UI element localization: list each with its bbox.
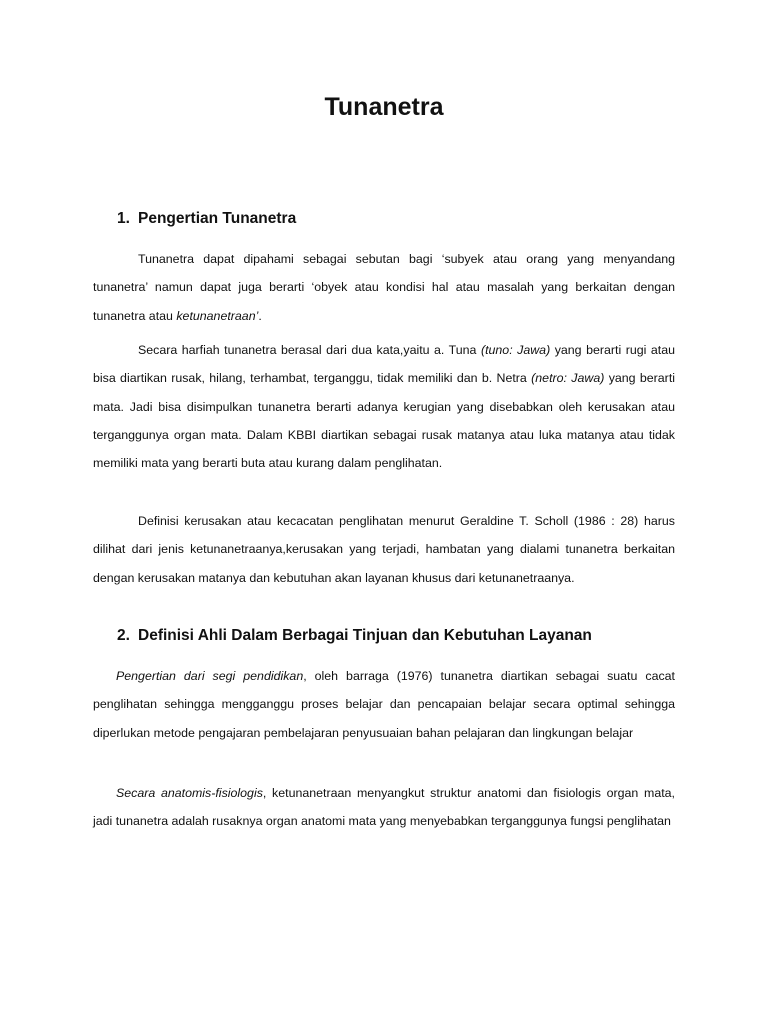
- section-title: Pengertian Tunanetra: [138, 210, 297, 227]
- italic-run: (netro: Jawa): [531, 371, 605, 386]
- paragraph: [93, 336, 675, 477]
- section-number: 1.: [117, 210, 130, 227]
- text-run: Tunanetra dapat dipahami sebagai sebutan bagi ‘subyek atau orang yang menyandang tunanetra’ namun dapat juga berarti ‘obyek atau kondisi hal atau masalah yang berkaitan dengan tunanetra atau: [93, 252, 675, 323]
- document-title: Tunanetra: [324, 93, 444, 121]
- paragraph: [93, 662, 675, 747]
- text-run: .: [258, 308, 262, 323]
- text-run: yang berarti mata. Jadi bisa disimpulkan tunanetra berarti adanya kerugian yang disebabkan oleh kerusakan atau terganggunya organ mata. Dalam KBBI diartikan sebagai rusak matanya atau luka matanya atau tidak memiliki mata yang berarti buta atau kurang dalam penglihatan.: [93, 371, 676, 471]
- italic-run: Pengertian dari segi pendidikan: [116, 669, 304, 683]
- section-heading-2: [117, 626, 675, 646]
- text-run: Secara harfiah tunanetra berasal dari dua kata,yaitu a. Tuna: [138, 343, 481, 357]
- section-number: 2.: [117, 627, 130, 644]
- text-run: yang berarti rugi atau bisa diartikan rusak, hilang, terhambat, terganggu, tidak memiliki dan b. Netra: [93, 343, 675, 386]
- text-run: Definisi kerusakan atau kecacatan penglihatan menurut Geraldine T. Scholl (1986 : 28) harus dilihat dari jenis ketunanetraanya,kerusakan yang terjadi, hambatan yang dialami tunanetra berkaitan dengan kerusakan matanya dan kebutuhan akan layanan khusus dari ketunanetraanya.: [93, 514, 675, 585]
- section-title: Definisi Ahli Dalam Berbagai Tinjuan dan Kebutuhan Layanan: [138, 627, 592, 644]
- section-heading-1: [117, 209, 675, 229]
- italic-run: (tuno: Jawa): [480, 343, 551, 357]
- paragraph: [93, 507, 675, 592]
- paragraph: [93, 779, 675, 836]
- italic-run: Secara anatomis-fisiologis: [116, 786, 263, 800]
- paragraph: [93, 245, 675, 330]
- text-run: , oleh barraga (1976) tunanetra diartikan sebagai suatu cacat penglihatan sehingga mengganggu proses belajar dan pencapaian belajar secara optimal sehingga diperlukan metode pengajaran pembelajaran penyusuaian bahan pelajaran dan lingkungan belajar: [93, 669, 675, 740]
- italic-run: ketunanetraan’: [176, 308, 259, 323]
- text-run: , ketunanetraan menyangkut struktur anatomi dan fisiologis organ mata, jadi tunanetra adalah rusaknya organ anatomi mata yang menyebabkan terganggunya fungsi penglihatan: [93, 786, 675, 829]
